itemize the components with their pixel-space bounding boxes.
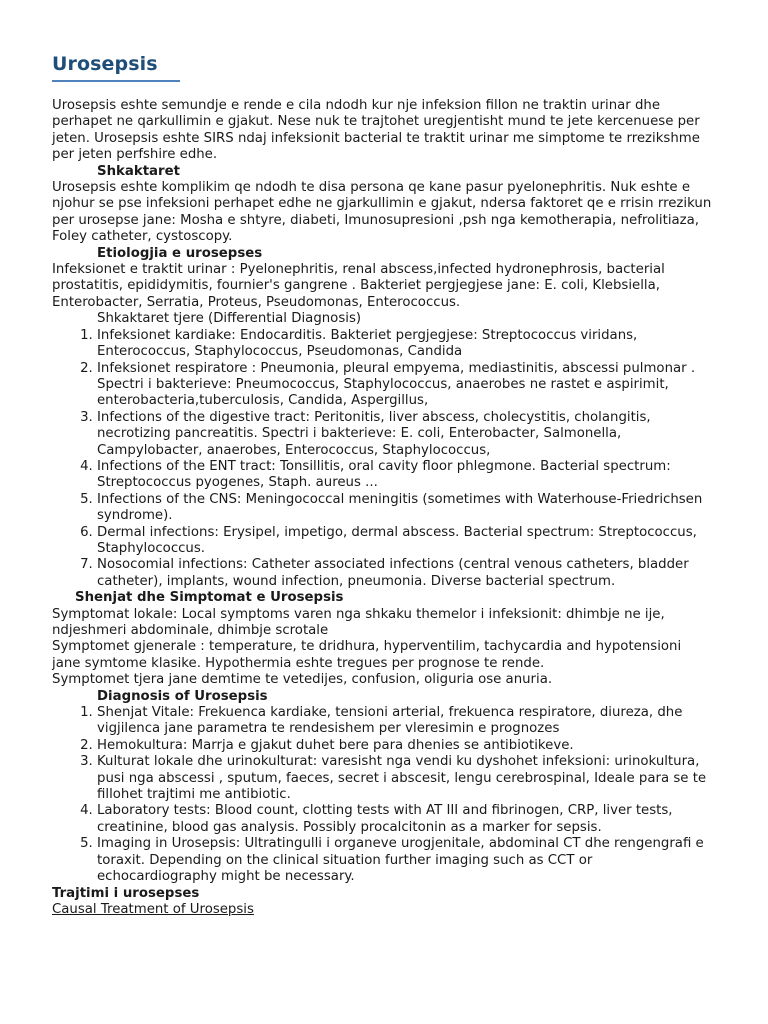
- list-item: 4. Laboratory tests: Blood count, clotting tests with AT III and fibrinogen, CRP, liver tests, creatinine, blood gas analysis. Possibly procalcitonin as a marker for sepsis.: [97, 803, 712, 836]
- diagnosis-heading: Diagnosis of Urosepsis: [97, 688, 268, 704]
- local-symptoms-paragraph: Symptomat lokale: Local symptoms varen nga shkaku themelor i infeksionit: dhimbje ne ije, ndjeshmeri abdominale, dhimbje scrotale: [52, 606, 665, 638]
- diagnosis-list: [52, 705, 712, 885]
- list-item: 2. Infeksionet respiratore : Pneumonia, pleural empyema, mediastinitis, abscessi pulmonar . Spectri i bakterieve: Pneumococcus, Staphylococcus, anaerobes ne rastet e aspirimit, enterobacteria,tuberculosis, Candida, Aspergillus,: [97, 361, 712, 410]
- differential-list: [52, 328, 712, 591]
- list-item: 6. Dermal infections: Erysipel, impetigo, dermal abscess. Bacterial spectrum: Streptococcus, Staphylococcus.: [97, 525, 712, 558]
- list-item: 7. Nosocomial infections: Catheter associated infections (central venous catheters, bladder catheter), implants, wound infection, pneumonia. Diverse bacterial spectrum.: [97, 557, 712, 590]
- etiology-heading: Etiologjia e urosepses: [97, 245, 263, 261]
- other-symptoms-paragraph: Symptomet tjera jane demtime te vetedijes, confusion, oliguria ose anuria.: [52, 672, 553, 688]
- treatment-link[interactable]: Causal Treatment of Urosepsis: [52, 901, 254, 917]
- symptoms-heading: Shenjat dhe Simptomat e Urosepsis: [75, 590, 344, 606]
- differential-heading: Shkaktaret tjere (Differential Diagnosis): [97, 311, 362, 327]
- list-item: 1. Shenjat Vitale: Frekuenca kardiake, tensioni arterial, frekuenca respiratore, diureza, dhe vigjilenca jane parametra te rendesishem per vleresimin e prognozes: [97, 705, 712, 738]
- list-item: 3. Infections of the digestive tract: Peritonitis, liver abscess, cholecystitis, cholangitis, necrotizing pancreatitis. Spectri i bakterieve: E. coli, Enterobacter, Salmonella, Campylobacter, anaerobes, Enterococcus, Staphylococcus,: [97, 410, 712, 459]
- list-item: 3. Kulturat lokale dhe urinokulturat: varesisht nga vendi ku dyshohet infeksioni: urinokultura, pusi nga abscessi , sputum, faeces, secret i abscesit, lengu cerebrospinal, Ideale para se te fillohet trajtimi me antibiotic.: [97, 754, 712, 803]
- document-body: [52, 98, 712, 918]
- treatment-heading: Trajtimi i urosepses: [52, 885, 200, 901]
- list-item: 2. Hemokultura: Marrja e gjakut duhet bere para dhenies se antibiotikeve.: [97, 738, 712, 754]
- document-page: [52, 50, 712, 918]
- intro-paragraph: Urosepsis eshte semundje e rende e cila ndodh kur nje infeksion fillon ne traktin urinar dhe perhapet ne qarkullimin e gjakut. Nese nuk te trajtohet uregjentisht mund te jete kercenuese per jeten. Urosepsis eshte SIRS ndaj infeksionit bacterial te traktit urinar me simptome te rrezikshme per jeten perfshire edhe.: [52, 98, 700, 163]
- document-title: Urosepsis: [52, 53, 158, 75]
- general-symptoms-paragraph: Symptomet gjenerale : temperature, te dridhura, hyperventilim, tachycardia and hypotensioni jane symtome klasike. Hypothermia eshte tregues per prognose te rende.: [52, 639, 682, 671]
- list-item: 4. Infections of the ENT tract: Tonsillitis, oral cavity floor phlegmone. Bacterial spectrum: Streptococcus pyogenes, Staph. aureus ...: [97, 459, 712, 492]
- title-underline: [52, 80, 180, 82]
- causes-heading: Shkaktaret: [97, 163, 180, 179]
- list-item: 5. Imaging in Urosepsis: Ultratingulli i organeve urogjenitale, abdominal CT dhe rengengrafi e toraxit. Depending on the clinical situation further imaging such as CCT or echocardiography might be necessary.: [97, 836, 712, 885]
- causes-paragraph: Urosepsis eshte komplikim qe ndodh te disa persona qe kane pasur pyelonephritis. Nuk eshte e njohur se pse infeksioni perhapet edhe ne gjarkullimin e gjakut, ndersa faktoret qe e rrisin rrezikun per urosepse jane: Mosha e shtyre, diabeti, Imunosupresioni ,psh nga kemotherapia, nefrolitiaza, Foley catheter, cystoscopy.: [52, 180, 712, 245]
- list-item: 1. Infeksionet kardiake: Endocarditis. Bakteriet pergjegjese: Streptococcus viridans, Enterococcus, Staphylococcus, Pseudomonas, Candida: [97, 328, 712, 361]
- etiology-paragraph: Infeksionet e traktit urinar : Pyelonephritis, renal abscess,infected hydronephrosis, bacterial prostatitis, epididymitis, fournier's gangrene . Bakteriet pergjegjese jane: E. coli, Klebsiella, Enterobacter, Serratia, Proteus, Pseudomonas, Enterococcus.: [52, 262, 665, 310]
- list-item: 5. Infections of the CNS: Meningococcal meningitis (sometimes with Waterhouse-Friedrichsen syndrome).: [97, 492, 712, 525]
